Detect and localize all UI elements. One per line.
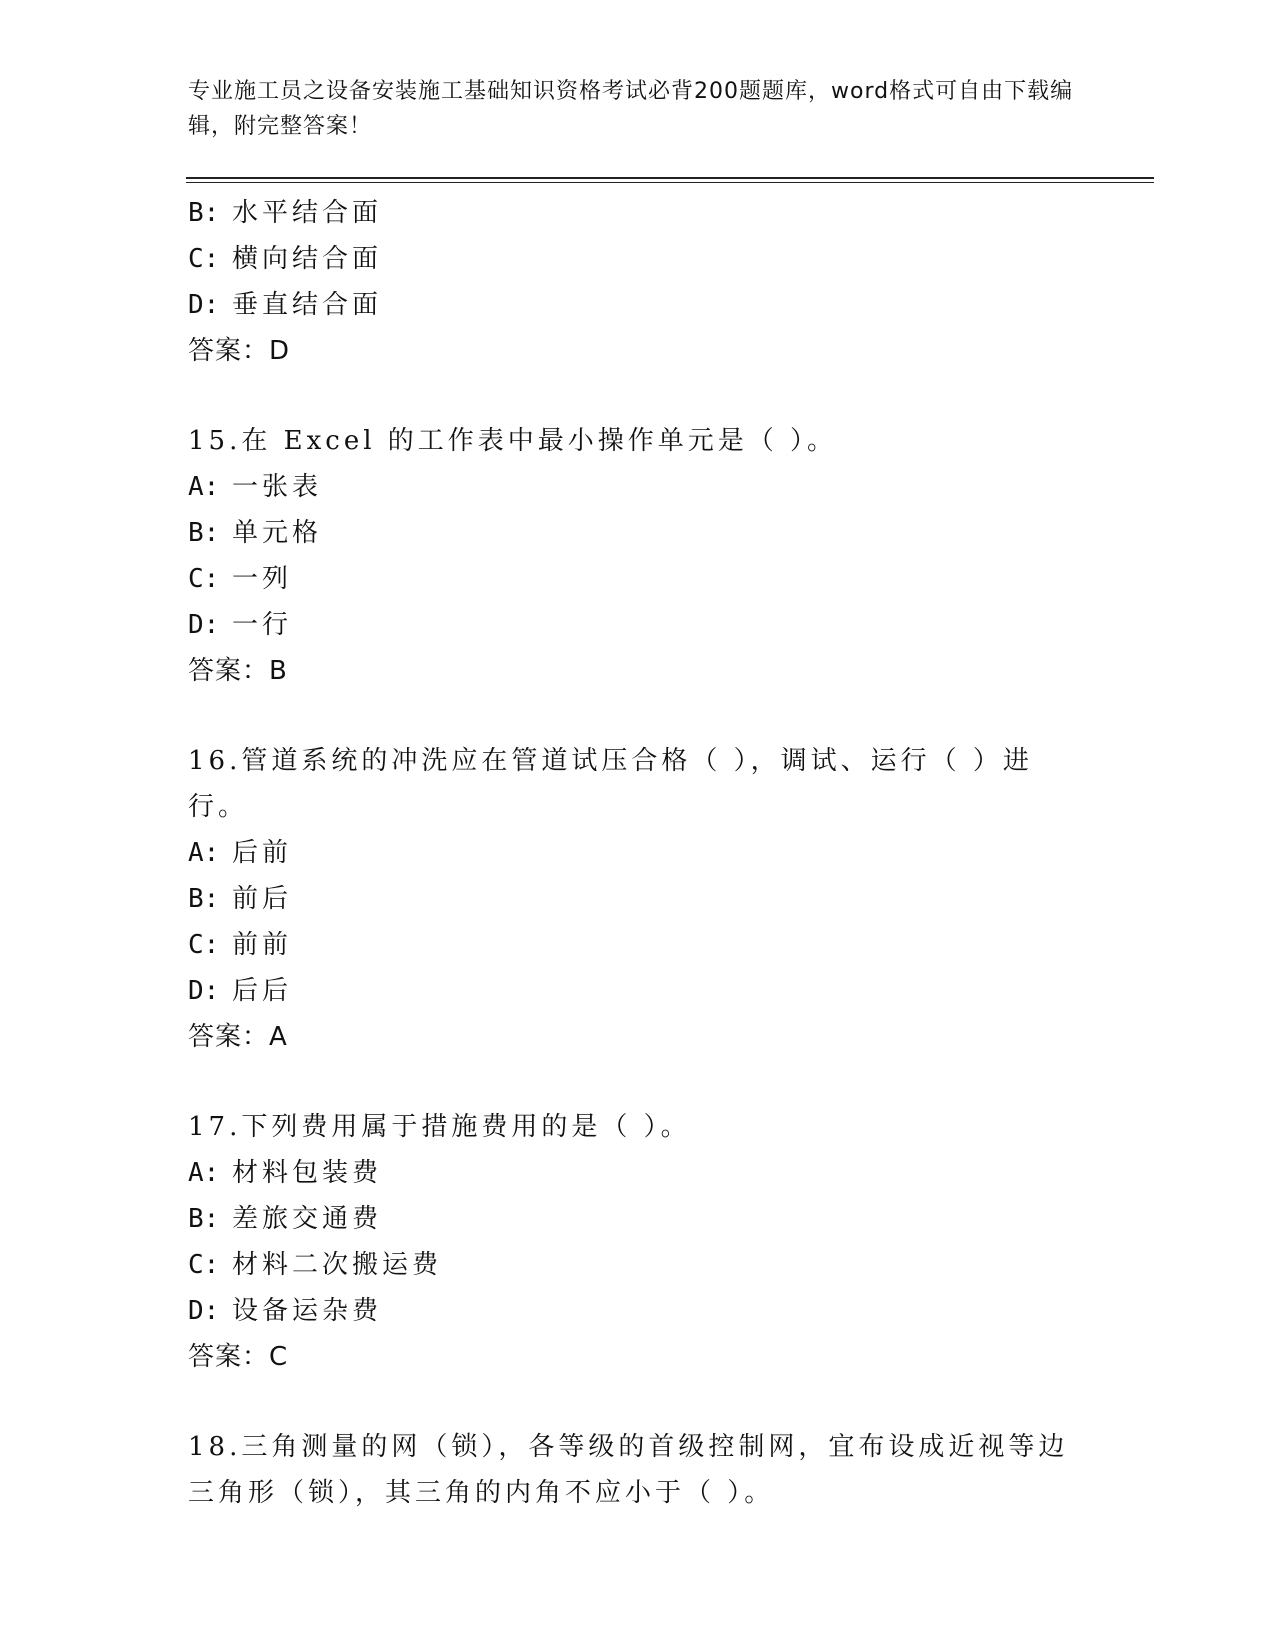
question-17-block xyxy=(188,1104,1148,1380)
option-text: 材料包装费 xyxy=(232,1158,383,1188)
question-list xyxy=(188,190,1148,1516)
question-text: 17.下列费用属于措施费用的是（ ）。 xyxy=(188,1112,691,1142)
option-text: 横向结合面 xyxy=(232,244,383,274)
option-letter: C: xyxy=(188,1250,220,1280)
spacer xyxy=(188,694,1148,738)
option-d xyxy=(188,1288,1148,1334)
answer-line: 答案：C xyxy=(188,1342,289,1372)
question-18-block xyxy=(188,1424,1148,1516)
question-text: 15.在 Excel 的工作表中最小操作单元是（ ）。 xyxy=(188,426,838,456)
option-letter: D: xyxy=(188,1296,220,1326)
document-header: 专业施工员之设备安装施工基础知识资格考试必背200题题库，word格式可自由下载编辑，附完整答案！ xyxy=(188,79,1074,139)
spacer xyxy=(188,1380,1148,1424)
option-text: 垂直结合面 xyxy=(232,290,383,320)
spacer xyxy=(188,374,1148,418)
option-text: 单元格 xyxy=(232,518,323,548)
option-text: 一张表 xyxy=(232,472,323,502)
answer-line: 答案：A xyxy=(188,1022,288,1052)
option-letter: D: xyxy=(188,290,220,320)
question-text: 18.三角测量的网（锁），各等级的首级控制网，宜布设成近视等边三角形（锁），其三角的内角不应小于（ ）。 xyxy=(188,1432,1069,1508)
option-a xyxy=(188,464,1148,510)
option-b xyxy=(188,1196,1148,1242)
option-d xyxy=(188,968,1148,1014)
option-c xyxy=(188,556,1148,602)
option-letter: D: xyxy=(188,610,220,640)
option-text: 一行 xyxy=(232,610,293,640)
option-c xyxy=(188,1242,1148,1288)
question-16-block xyxy=(188,738,1148,1060)
option-letter: C: xyxy=(188,564,220,594)
option-text: 前前 xyxy=(232,930,293,960)
option-a xyxy=(188,1150,1148,1196)
option-b xyxy=(188,510,1148,556)
question-15-block xyxy=(188,418,1148,694)
option-letter: C: xyxy=(188,930,220,960)
spacer xyxy=(188,1060,1148,1104)
option-letter: A: xyxy=(188,1158,220,1188)
option-text: 后后 xyxy=(232,976,293,1006)
answer-line: 答案：B xyxy=(188,656,288,686)
option-text: 材料二次搬运费 xyxy=(232,1250,443,1280)
header-divider-thin xyxy=(186,182,1154,183)
question-text: 16.管道系统的冲洗应在管道试压合格（ ），调试、运行（ ）进行。 xyxy=(188,746,1033,822)
option-text: 差旅交通费 xyxy=(232,1204,383,1234)
option-text: 前后 xyxy=(232,884,293,914)
option-text: 水平结合面 xyxy=(232,198,383,228)
option-letter: B: xyxy=(188,884,220,914)
option-a xyxy=(188,830,1148,876)
option-text: 设备运杂费 xyxy=(232,1296,383,1326)
option-c xyxy=(188,922,1148,968)
option-letter: C: xyxy=(188,244,220,274)
question-14-block xyxy=(188,190,1148,374)
option-c xyxy=(188,236,1148,282)
option-b xyxy=(188,190,1148,236)
option-text: 一列 xyxy=(232,564,293,594)
option-text: 后前 xyxy=(232,838,293,868)
option-b xyxy=(188,876,1148,922)
answer-line: 答案：D xyxy=(188,336,291,366)
option-letter: A: xyxy=(188,472,220,502)
option-letter: D: xyxy=(188,976,220,1006)
option-d xyxy=(188,602,1148,648)
option-letter: A: xyxy=(188,838,220,868)
option-letter: B: xyxy=(188,1204,220,1234)
header-divider-thick xyxy=(186,177,1154,179)
option-letter: B: xyxy=(188,518,220,548)
option-d xyxy=(188,282,1148,328)
option-letter: B: xyxy=(188,198,220,228)
